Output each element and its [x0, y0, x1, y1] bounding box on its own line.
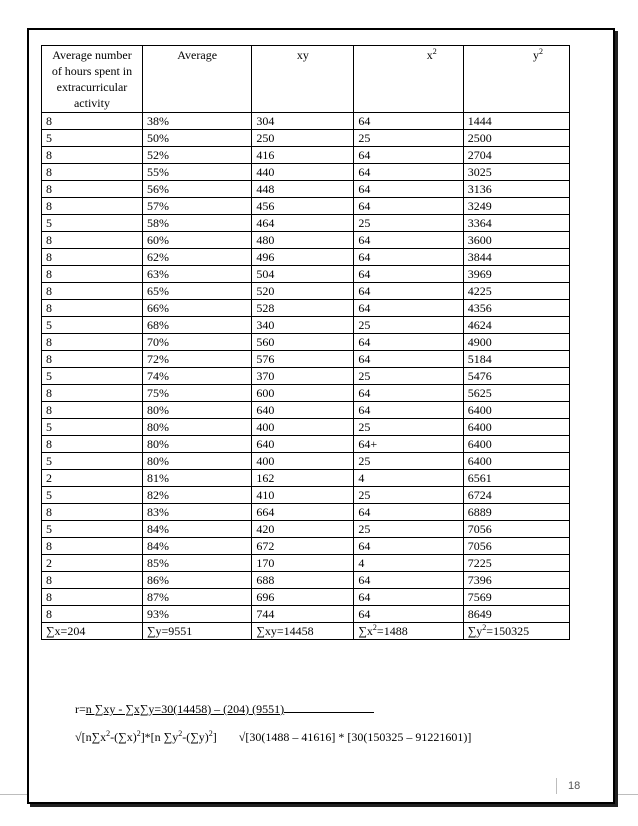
table-row	[42, 385, 570, 402]
cell-x-squared: 64	[354, 164, 463, 181]
cell-xy: 496	[252, 249, 354, 266]
cell-y-squared: 6400	[463, 436, 569, 453]
cell-x-squared: 64	[354, 351, 463, 368]
cell-hours: 8	[42, 504, 143, 521]
cell-average: 83%	[142, 504, 251, 521]
cell-hours: 8	[42, 538, 143, 555]
cell-hours: 8	[42, 572, 143, 589]
cell-average: 87%	[142, 589, 251, 606]
cell-y-squared: 4624	[463, 317, 569, 334]
table-row	[42, 351, 570, 368]
cell-y-squared: 2500	[463, 130, 569, 147]
cell-y-squared: 7056	[463, 538, 569, 555]
cell-average: 63%	[142, 266, 251, 283]
cell-y-squared: 4356	[463, 300, 569, 317]
table-row	[42, 164, 570, 181]
table-header-row	[42, 46, 570, 113]
cell-x-squared: 25	[354, 419, 463, 436]
page-number: 18	[568, 780, 581, 792]
cell-average: 80%	[142, 419, 251, 436]
cell-average: 80%	[142, 436, 251, 453]
cell-x-squared: 64	[354, 249, 463, 266]
cell-hours: 8	[42, 266, 143, 283]
cell-xy: 504	[252, 266, 354, 283]
cell-hours: 8	[42, 385, 143, 402]
table-row	[42, 470, 570, 487]
cell-xy: 688	[252, 572, 354, 589]
cell-average: 93%	[142, 606, 251, 623]
cell-y-squared: 3136	[463, 181, 569, 198]
cell-hours: 5	[42, 130, 143, 147]
cell-hours: 8	[42, 402, 143, 419]
cell-y-squared: 6889	[463, 504, 569, 521]
total-y-squared: $\sum y^2=150325$	[463, 623, 569, 640]
cell-x-squared: 4	[354, 555, 463, 572]
cell-y-squared: 6400	[463, 402, 569, 419]
cell-average: 55%	[142, 164, 251, 181]
cell-hours: 5	[42, 317, 143, 334]
table-row	[42, 181, 570, 198]
cell-y-squared: 5625	[463, 385, 569, 402]
header-x-squared: $x^2$	[354, 46, 463, 113]
cell-xy: 420	[252, 521, 354, 538]
cell-x-squared: 64	[354, 334, 463, 351]
cell-xy: 664	[252, 504, 354, 521]
cell-average: 86%	[142, 572, 251, 589]
cell-xy: 370	[252, 368, 354, 385]
cell-x-squared: 64	[354, 504, 463, 521]
correlation-formula-numerator: r=n ∑xy - ∑x∑y=30(14458) – (204) (9551)	[75, 701, 374, 717]
cell-x-squared: 25	[354, 521, 463, 538]
cell-x-squared: 25	[354, 368, 463, 385]
total-x-squared: $\sum x^2=1488$	[354, 623, 463, 640]
cell-hours: 8	[42, 181, 143, 198]
table-row	[42, 317, 570, 334]
cell-hours: 8	[42, 147, 143, 164]
table-row	[42, 572, 570, 589]
cell-average: 70%	[142, 334, 251, 351]
table-row	[42, 487, 570, 504]
table-row	[42, 555, 570, 572]
cell-hours: 8	[42, 334, 143, 351]
cell-x-squared: 64+	[354, 436, 463, 453]
cell-y-squared: 3249	[463, 198, 569, 215]
cell-hours: 5	[42, 521, 143, 538]
table-row	[42, 521, 570, 538]
cell-average: 57%	[142, 198, 251, 215]
cell-average: 68%	[142, 317, 251, 334]
table-row	[42, 113, 570, 130]
cell-xy: 304	[252, 113, 354, 130]
cell-xy: 162	[252, 470, 354, 487]
cell-xy: 696	[252, 589, 354, 606]
cell-x-squared: 64	[354, 266, 463, 283]
cell-hours: 5	[42, 368, 143, 385]
cell-average: 84%	[142, 521, 251, 538]
cell-xy: 640	[252, 436, 354, 453]
cell-xy: 640	[252, 402, 354, 419]
cell-y-squared: 4225	[463, 283, 569, 300]
correlation-formula-denominator: $√[n\sum x^2-(\sum x)^2]*[n$ $\sum y^2-(\sum y)^2$] √[30(1488 – 41616] * [30(150325 – 91221601)]	[75, 729, 472, 744]
table-row	[42, 453, 570, 470]
cell-x-squared: 25	[354, 317, 463, 334]
cell-average: 58%	[142, 215, 251, 232]
cell-xy: 576	[252, 351, 354, 368]
cell-y-squared: 6400	[463, 453, 569, 470]
cell-average: 81%	[142, 470, 251, 487]
cell-xy: 250	[252, 130, 354, 147]
cell-xy: 400	[252, 453, 354, 470]
cell-y-squared: 3844	[463, 249, 569, 266]
table-body	[42, 113, 570, 623]
cell-x-squared: 64	[354, 589, 463, 606]
cell-xy: 416	[252, 147, 354, 164]
cell-hours: 8	[42, 436, 143, 453]
cell-x-squared: 25	[354, 453, 463, 470]
header-y-squared: $y^2$	[463, 46, 569, 113]
table-row	[42, 215, 570, 232]
cell-xy: 410	[252, 487, 354, 504]
cell-average: 82%	[142, 487, 251, 504]
cell-hours: 5	[42, 215, 143, 232]
cell-y-squared: 3969	[463, 266, 569, 283]
cell-xy: 400	[252, 419, 354, 436]
cell-average: 38%	[142, 113, 251, 130]
table-row	[42, 300, 570, 317]
table-row	[42, 232, 570, 249]
cell-y-squared: 1444	[463, 113, 569, 130]
table-row	[42, 606, 570, 623]
totals-row	[42, 623, 570, 640]
table-row	[42, 249, 570, 266]
cell-y-squared: 3364	[463, 215, 569, 232]
cell-x-squared: 25	[354, 130, 463, 147]
table-row	[42, 266, 570, 283]
cell-x-squared: 4	[354, 470, 463, 487]
cell-y-squared: 8649	[463, 606, 569, 623]
table-row	[42, 334, 570, 351]
cell-average: 80%	[142, 402, 251, 419]
cell-x-squared: 64	[354, 572, 463, 589]
cell-y-squared: 6561	[463, 470, 569, 487]
cell-average: 50%	[142, 130, 251, 147]
fraction-line	[284, 701, 374, 713]
cell-xy: 340	[252, 317, 354, 334]
cell-hours: 8	[42, 249, 143, 266]
cell-hours: 8	[42, 606, 143, 623]
cell-average: 72%	[142, 351, 251, 368]
table-row	[42, 419, 570, 436]
header-hours: Average number of hours spent in extracurricular activity	[42, 46, 143, 113]
table-row	[42, 283, 570, 300]
cell-average: 66%	[142, 300, 251, 317]
cell-average: 62%	[142, 249, 251, 266]
cell-average: 85%	[142, 555, 251, 572]
cell-average: 65%	[142, 283, 251, 300]
cell-x-squared: 64	[354, 198, 463, 215]
cell-xy: 456	[252, 198, 354, 215]
cell-average: 52%	[142, 147, 251, 164]
cell-y-squared: 6400	[463, 419, 569, 436]
cell-x-squared: 25	[354, 487, 463, 504]
cell-average: 80%	[142, 453, 251, 470]
cell-x-squared: 64	[354, 385, 463, 402]
cell-hours: 8	[42, 198, 143, 215]
cell-hours: 8	[42, 164, 143, 181]
cell-y-squared: 3025	[463, 164, 569, 181]
header-average: Average	[142, 46, 251, 113]
cell-hours: 8	[42, 300, 143, 317]
table-row	[42, 198, 570, 215]
cell-xy: 170	[252, 555, 354, 572]
cell-hours: 5	[42, 453, 143, 470]
table-row	[42, 368, 570, 385]
cell-hours: 8	[42, 589, 143, 606]
cell-y-squared: 7056	[463, 521, 569, 538]
total-xy: ∑xy=14458	[252, 623, 354, 640]
cell-x-squared: 64	[354, 300, 463, 317]
cell-y-squared: 2704	[463, 147, 569, 164]
cell-x-squared: 64	[354, 402, 463, 419]
cell-y-squared: 7225	[463, 555, 569, 572]
cell-xy: 520	[252, 283, 354, 300]
cell-y-squared: 5476	[463, 368, 569, 385]
total-x: ∑x=204	[42, 623, 143, 640]
cell-x-squared: 64	[354, 181, 463, 198]
cell-x-squared: 64	[354, 283, 463, 300]
cell-xy: 600	[252, 385, 354, 402]
cell-hours: 5	[42, 419, 143, 436]
cell-average: 56%	[142, 181, 251, 198]
cell-average: 60%	[142, 232, 251, 249]
cell-xy: 464	[252, 215, 354, 232]
cell-y-squared: 7569	[463, 589, 569, 606]
cell-hours: 8	[42, 113, 143, 130]
cell-xy: 528	[252, 300, 354, 317]
cell-x-squared: 25	[354, 215, 463, 232]
cell-average: 84%	[142, 538, 251, 555]
cell-xy: 672	[252, 538, 354, 555]
cell-hours: 8	[42, 232, 143, 249]
table-row	[42, 538, 570, 555]
cell-average: 74%	[142, 368, 251, 385]
cell-hours: 5	[42, 487, 143, 504]
cell-hours: 2	[42, 470, 143, 487]
cell-x-squared: 64	[354, 538, 463, 555]
cell-y-squared: 4900	[463, 334, 569, 351]
cell-x-squared: 64	[354, 606, 463, 623]
table-row	[42, 147, 570, 164]
header-xy: xy	[252, 46, 354, 113]
cell-xy: 744	[252, 606, 354, 623]
table-row	[42, 589, 570, 606]
cell-x-squared: 64	[354, 147, 463, 164]
cell-x-squared: 64	[354, 232, 463, 249]
total-y: ∑y=9551	[142, 623, 251, 640]
statistics-table	[41, 45, 570, 640]
cell-xy: 440	[252, 164, 354, 181]
cell-hours: 8	[42, 283, 143, 300]
cell-average: 75%	[142, 385, 251, 402]
table-row	[42, 402, 570, 419]
cell-hours: 8	[42, 351, 143, 368]
cell-y-squared: 6724	[463, 487, 569, 504]
cell-y-squared: 3600	[463, 232, 569, 249]
cell-hours: 2	[42, 555, 143, 572]
table-row	[42, 436, 570, 453]
table-row	[42, 130, 570, 147]
cell-x-squared: 64	[354, 113, 463, 130]
table-row	[42, 504, 570, 521]
cell-y-squared: 7396	[463, 572, 569, 589]
cell-xy: 480	[252, 232, 354, 249]
cell-xy: 448	[252, 181, 354, 198]
cell-y-squared: 5184	[463, 351, 569, 368]
cell-xy: 560	[252, 334, 354, 351]
